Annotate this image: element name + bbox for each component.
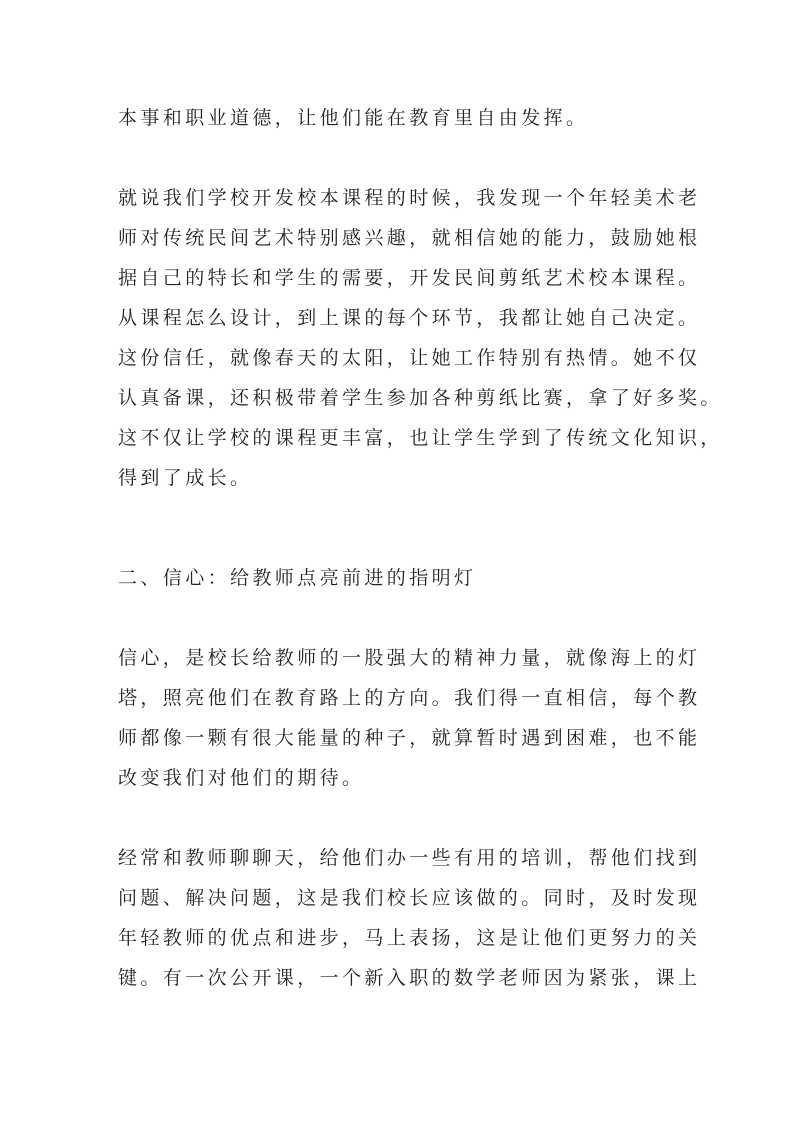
paragraph-line: 本事和职业道德，让他们能在教育里自由发挥。 <box>118 107 589 129</box>
paragraph-line: 问题、解决问题，这是我们校长应该做的。同时，及时发现 <box>118 887 701 909</box>
paragraph-line: 得到了成长。 <box>118 467 253 489</box>
paragraph-line: 键。有一次公开课，一个新入职的数学老师因为紧张，课上 <box>118 967 701 989</box>
paragraph-line: 师都像一颗有很大能量的种子，就算暂时遇到困难，也不能 <box>118 727 701 749</box>
paragraph-line: 信心，是校长给教师的一股强大的精神力量，就像海上的灯 <box>118 647 701 669</box>
paragraph-line: 年轻教师的优点和进步，马上表扬，这是让他们更努力的关 <box>118 927 701 949</box>
paragraph-line: 从课程怎么设计，到上课的每个环节，我都让她自己决定。 <box>118 307 701 329</box>
paragraph-line: 改变我们对他们的期待。 <box>118 767 365 789</box>
paragraph-line: 这份信任，就像春天的太阳，让她工作特别有热情。她不仅 <box>118 347 701 369</box>
paragraph-line: 据自己的特长和学生的需要，开发民间剪纸艺术校本课程。 <box>118 267 701 289</box>
paragraph-line: 就说我们学校开发校本课程的时候，我发现一个年轻美术老 <box>118 187 701 209</box>
paragraph-line: 认真备课，还积极带着学生参加各种剪纸比赛，拿了好多奖。 <box>118 387 723 409</box>
paragraph-line: 经常和教师聊聊天，给他们办一些有用的培训，帮他们找到 <box>118 847 701 869</box>
paragraph-line: 这不仅让学校的课程更丰富，也让学生学到了传统文化知识， <box>118 427 723 449</box>
section-heading: 二、信心：给教师点亮前进的指明灯 <box>118 567 477 589</box>
paragraph-line: 塔，照亮他们在教育路上的方向。我们得一直相信，每个教 <box>118 687 701 709</box>
paragraph-line: 师对传统民间艺术特别感兴趣，就相信她的能力，鼓励她根 <box>118 227 701 249</box>
